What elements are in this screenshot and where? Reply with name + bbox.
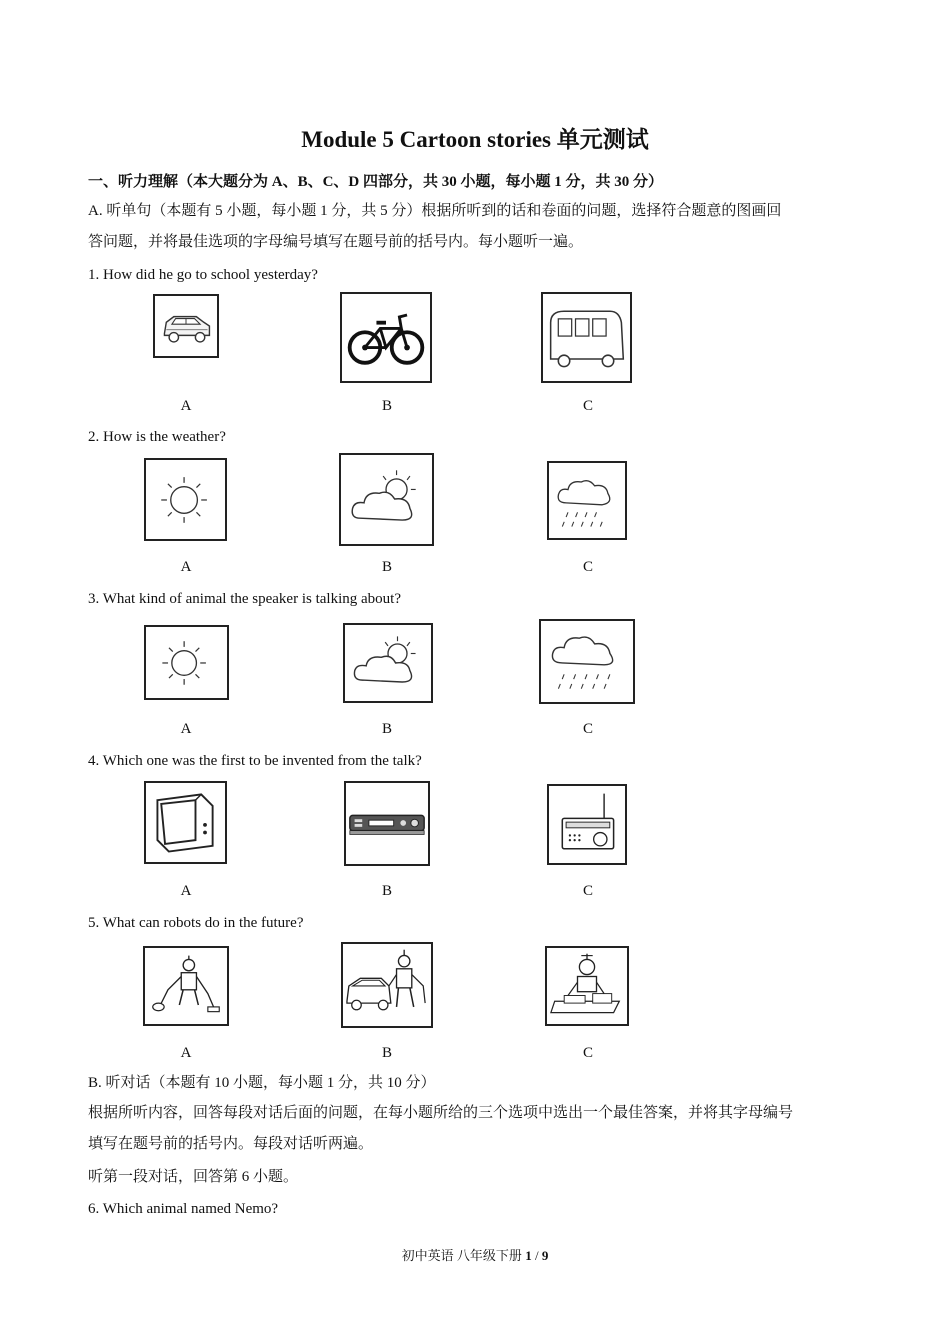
part-a-instructions-line-2: 答问题，并将最佳选项的字母编号填写在题号前的括号内。每小题听一遍。 <box>88 234 584 250</box>
option-1b-picture <box>340 292 432 383</box>
option-4c-picture <box>547 784 627 865</box>
part-b-instructions <box>88 1098 873 1160</box>
part-b-heading: B. 听对话（本题有 10 小题，每小题 1 分，共 10 分） <box>88 1075 436 1091</box>
option-2b-label: B <box>381 559 392 575</box>
option-1c-label: C <box>582 398 593 414</box>
footer-text: 初中英语 八年级下册 <box>401 1248 526 1263</box>
television-icon <box>146 783 225 862</box>
question-3-text: 3. What kind of animal the speaker is talking about? <box>88 591 401 607</box>
option-5b-label: B <box>381 1045 392 1061</box>
option-1a-label: A <box>180 398 192 414</box>
footer-total-pages: 9 <box>541 1248 549 1263</box>
option-3b-picture <box>343 623 433 703</box>
option-2c-label: C <box>582 559 593 575</box>
part-b-instructions-line-2: 填写在题号前的括号内。每段对话听两遍。 <box>88 1136 374 1152</box>
bicycle-icon <box>342 294 430 381</box>
part-a-instructions <box>88 196 873 258</box>
option-1c-picture <box>541 292 632 383</box>
sun-icon <box>146 460 225 539</box>
option-3c-picture <box>539 619 635 704</box>
option-4b-picture <box>344 781 430 866</box>
option-5b-picture <box>341 942 433 1028</box>
dialogue-1-note: 听第一段对话，回答第 6 小题。 <box>88 1169 299 1185</box>
footer-separator: / <box>531 1248 542 1263</box>
option-1b-label: B <box>381 398 392 414</box>
option-5a-label: A <box>180 1045 192 1061</box>
option-1a-picture <box>153 294 219 358</box>
option-4a-picture <box>144 781 227 864</box>
question-2-text: 2. How is the weather? <box>88 429 226 445</box>
part-a-instructions-line-1: A. 听单句（本题有 5 小题，每小题 1 分，共 5 分）根据所听到的话和卷面的问题，选择符合题意的图画回 <box>88 203 782 219</box>
option-3b-label: B <box>381 721 392 737</box>
partly-cloudy-icon <box>341 455 432 544</box>
question-6-text: 6. Which animal named Nemo? <box>88 1201 279 1217</box>
option-3c-label: C <box>582 721 593 737</box>
option-2b-picture <box>339 453 434 546</box>
option-2a-picture <box>144 458 227 541</box>
option-5c-label: C <box>582 1045 593 1061</box>
option-5c-picture <box>545 946 629 1026</box>
option-3a-picture <box>144 625 229 700</box>
option-3a-label: A <box>180 721 192 737</box>
page-footer <box>0 1246 950 1266</box>
partly-cloudy-icon <box>345 625 431 701</box>
sun-icon <box>146 627 227 698</box>
option-4b-label: B <box>381 883 392 899</box>
option-2c-picture <box>547 461 627 540</box>
rain-icon <box>549 463 625 538</box>
car-icon <box>155 296 217 356</box>
video-player-icon <box>346 783 428 864</box>
option-4c-label: C <box>582 883 593 899</box>
rain-icon <box>541 621 633 702</box>
section-heading: 一、听力理解（本大题分为 A、B、C、D 四部分，共 30 小题，每小题 1 分，共 30 分） <box>88 174 664 190</box>
robot-car-icon <box>343 944 431 1026</box>
question-5-text: 5. What can robots do in the future? <box>88 915 304 931</box>
question-4-text: 4. Which one was the first to be invented from the talk? <box>88 753 422 769</box>
bus-icon <box>543 294 630 381</box>
robot-cleaning-icon <box>145 948 227 1024</box>
footer-page-number: 1 <box>525 1248 532 1263</box>
option-5a-picture <box>143 946 229 1026</box>
radio-icon <box>549 786 625 863</box>
question-1-text: 1. How did he go to school yesterday? <box>88 267 318 283</box>
option-4a-label: A <box>180 883 192 899</box>
option-2a-label: A <box>180 559 192 575</box>
robot-writing-icon <box>547 948 627 1024</box>
page-title: Module 5 Cartoon stories 单元测试 <box>301 127 649 152</box>
part-b-instructions-line-1: 根据所听内容，回答每段对话后面的问题，在每小题所给的三个选项中选出一个最佳答案，并将其字母编号 <box>88 1105 794 1121</box>
